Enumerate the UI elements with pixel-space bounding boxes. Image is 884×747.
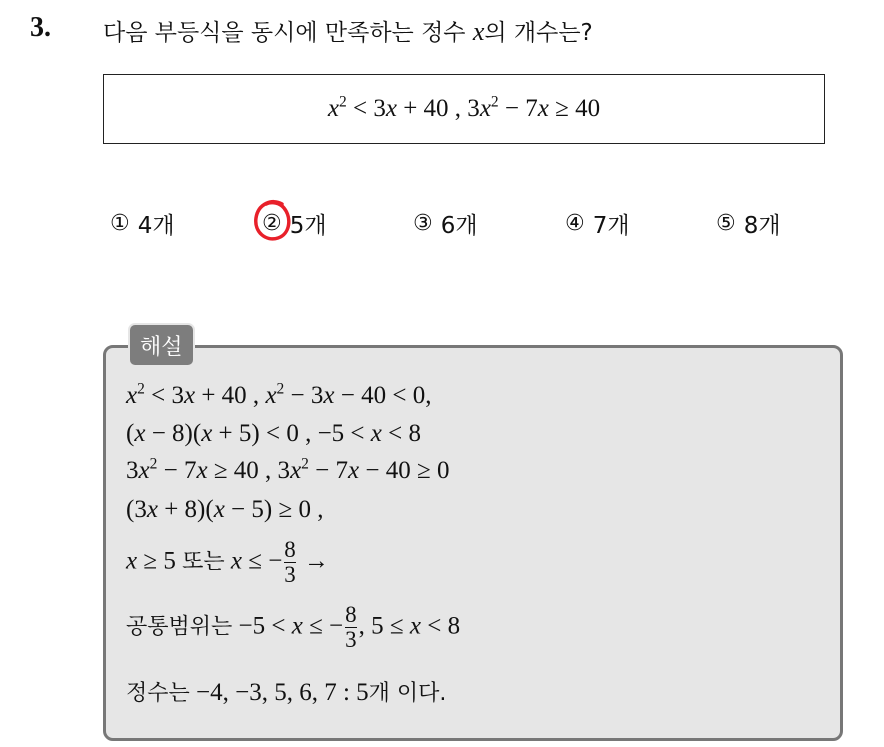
choice-4-mark: ④ [565, 211, 585, 236]
choice-3-value: 6개 [440, 213, 478, 239]
question-text-after: 의 개수는? [484, 20, 593, 46]
choice-1-value: 4개 [137, 213, 175, 239]
given-inequalities-box [103, 74, 825, 144]
solution-line-4: (3x + 8)(x − 5) ≥ 0 , [126, 496, 324, 523]
solution-line-5: x ≥ 5 또는 x ≤ − $\frac{8}{3}$ → [126, 537, 330, 588]
choice-5[interactable] [716, 207, 781, 240]
choice-1-mark: ① [110, 211, 130, 236]
choice-2-mark: ② [262, 211, 282, 236]
choice-2-value: 5개 [289, 213, 327, 239]
choice-4[interactable] [565, 207, 630, 240]
given-inequalities: $x^2 < 3x + 40$ , $3x^2 - 7x \ge 40$ [327, 93, 601, 122]
solution-line-2: (x − 8)(x + 5) < 0 , −5 < x < 8 [126, 420, 421, 447]
solution-tag: 해설 [128, 323, 195, 367]
answer-circle-icon [252, 198, 294, 244]
question-variable: x [472, 17, 485, 46]
solution-line-7: 정수는 −4, −3, 5, 6, 7 : 5개 이다. [126, 679, 447, 706]
question-text-before: 다음 부등식을 동시에 만족하는 정수 [103, 20, 473, 46]
solution-line-3: $3x^2 - 7x \ge 40$ , $3x^2 - 7x - 40 \ge 0$ [126, 455, 450, 484]
choice-3[interactable] [413, 207, 478, 240]
choice-3-mark: ③ [413, 211, 433, 236]
fraction: $\frac{8}{3}$ [284, 537, 296, 588]
question-text [103, 14, 593, 47]
choice-1[interactable] [110, 207, 175, 240]
fraction: $\frac{8}{3}$ [345, 602, 357, 653]
solution-line-6: 공통범위는 −5 < x ≤ − $\frac{8}{3}$ , 5 ≤ x < 8 [126, 602, 461, 653]
question-number: 3. [30, 12, 51, 43]
solution-line-1: $x^2 < 3x + 40$ , $x^2 - 3x - 40 < 0$, [126, 380, 432, 409]
choice-5-value: 8개 [743, 213, 781, 239]
choice-5-mark: ⑤ [716, 211, 736, 236]
choice-4-value: 7개 [592, 213, 630, 239]
